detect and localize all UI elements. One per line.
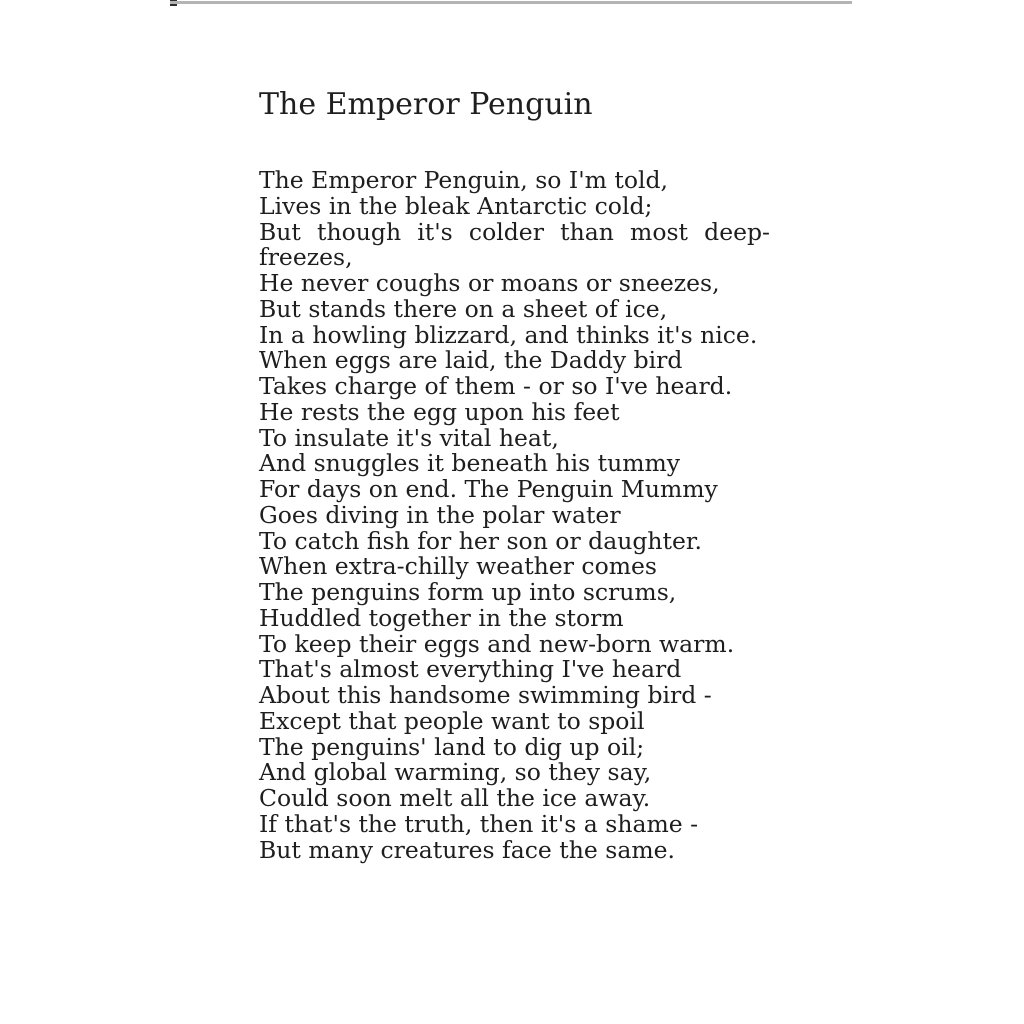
poem-title: The Emperor Penguin — [259, 87, 593, 122]
poem-line: But though it's colder than most deep- — [259, 217, 770, 246]
poem-line: But stands there on a sheet of ice, — [259, 294, 668, 323]
poem-line: Could soon melt all the ice away. — [259, 784, 651, 812]
poem-line: The Emperor Penguin, so I'm told, — [259, 166, 669, 194]
poem-line: Takes charge of them - or so I've heard. — [259, 372, 733, 400]
poem-line: The penguins form up into scrums, — [259, 578, 677, 606]
poem-line: About this handsome swimming bird - — [259, 681, 712, 709]
poem-line: When eggs are laid, the Daddy bird — [259, 346, 683, 375]
poem-line: Except that people want to spoil — [259, 706, 645, 735]
poem-line: In a howling blizzard, and thinks it's nice. — [259, 320, 758, 349]
poem-line: freezes, — [259, 243, 353, 272]
poem-line: To catch fish for her son or daughter. — [259, 526, 702, 555]
poem-line: When extra-chilly weather comes — [259, 552, 657, 581]
poem-line: If that's the truth, then it's a shame - — [259, 809, 699, 838]
poem-line: But many creatures face the same. — [259, 835, 675, 864]
poem-line: Goes diving in the polar water — [259, 500, 621, 529]
poem-line: And global warming, so they say, — [259, 758, 652, 787]
poem-line: Huddled together in the storm — [259, 603, 624, 632]
poem-line: He never coughs or moans or sneezes, — [259, 269, 720, 297]
window-edge-line — [170, 1, 852, 4]
poem-line: The penguins' land to dig up oil; — [259, 732, 645, 761]
poem-line: For days on end. The Penguin Mummy — [259, 475, 718, 503]
poem-line: That's almost everything I've heard — [259, 655, 682, 684]
poem-line: To insulate it's vital heat, — [259, 423, 559, 452]
poem-line: To keep their eggs and new-born warm. — [259, 629, 735, 658]
poem-line: Lives in the bleak Antarctic cold; — [259, 191, 653, 220]
poem-line: And snuggles it beneath his tummy — [259, 449, 681, 478]
poem-line: He rests the egg upon his feet — [259, 397, 620, 426]
poem-body[interactable] — [259, 168, 770, 863]
